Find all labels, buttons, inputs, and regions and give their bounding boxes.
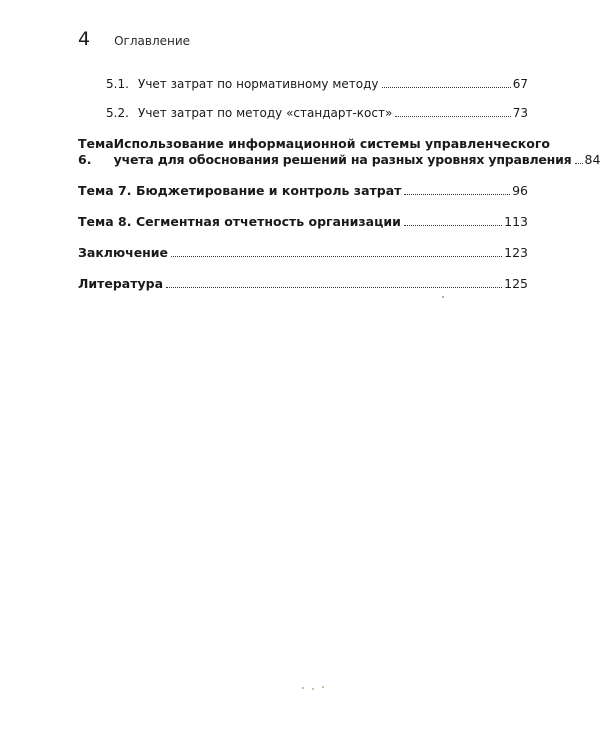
toc-entry-topic-7[interactable]	[78, 183, 528, 199]
scan-speck	[302, 687, 304, 689]
toc-entry-number: Тема 7.	[78, 183, 132, 198]
toc-entry-page: 84	[584, 152, 600, 167]
toc-entry-title: Учет затрат по методу «стандарт-кост»	[138, 106, 393, 120]
toc-entry-title: Заключение	[78, 245, 169, 260]
toc-entry-title-line2: учета для обоснования решений на разных уровнях управления	[113, 152, 572, 167]
running-title: Оглавление	[114, 34, 191, 48]
toc-entry-title-line1: Использование информационной системы управленческого	[113, 136, 550, 151]
leader-dots	[404, 225, 502, 226]
leader-dots	[395, 116, 510, 117]
scan-speck	[442, 296, 444, 298]
toc-entry-conclusion[interactable]	[78, 245, 528, 261]
toc-entry-topic-6[interactable]	[78, 136, 600, 168]
toc-entry-5-2[interactable]	[78, 105, 528, 121]
toc-entry-page: 73	[512, 106, 528, 120]
scan-speck	[312, 688, 314, 690]
toc-entry-page: 113	[504, 214, 528, 229]
scan-speck	[322, 686, 324, 688]
toc-entry-page: 125	[504, 276, 528, 291]
toc-entry-number: Тема 8.	[78, 214, 132, 229]
page-header	[78, 28, 190, 50]
leader-dots	[404, 194, 510, 195]
toc-entry-page: 96	[512, 183, 528, 198]
toc-entry-title: Сегментная отчетность организации	[136, 214, 401, 229]
leader-dots	[382, 87, 511, 88]
leader-dots	[575, 163, 583, 164]
toc-entry-number: 5.1.	[106, 77, 129, 91]
toc-entry-title: Литература	[78, 276, 164, 291]
toc-entry-number: Тема 6.	[78, 136, 114, 167]
leader-dots	[171, 256, 502, 257]
toc-entry-title: Учет затрат по нормативному методу	[138, 77, 379, 91]
toc-entry-5-1[interactable]	[78, 76, 528, 92]
toc-entry-page: 123	[504, 245, 528, 260]
table-of-contents	[78, 76, 600, 292]
page-number: 4	[78, 28, 91, 50]
toc-entry-number: 5.2.	[106, 106, 129, 120]
toc-entry-title: Бюджетирование и контроль затрат	[136, 183, 402, 198]
toc-entry-literature[interactable]	[78, 276, 528, 292]
toc-entry-topic-8[interactable]	[78, 214, 528, 230]
toc-entry-page: 67	[512, 77, 528, 91]
leader-dots	[166, 287, 502, 288]
